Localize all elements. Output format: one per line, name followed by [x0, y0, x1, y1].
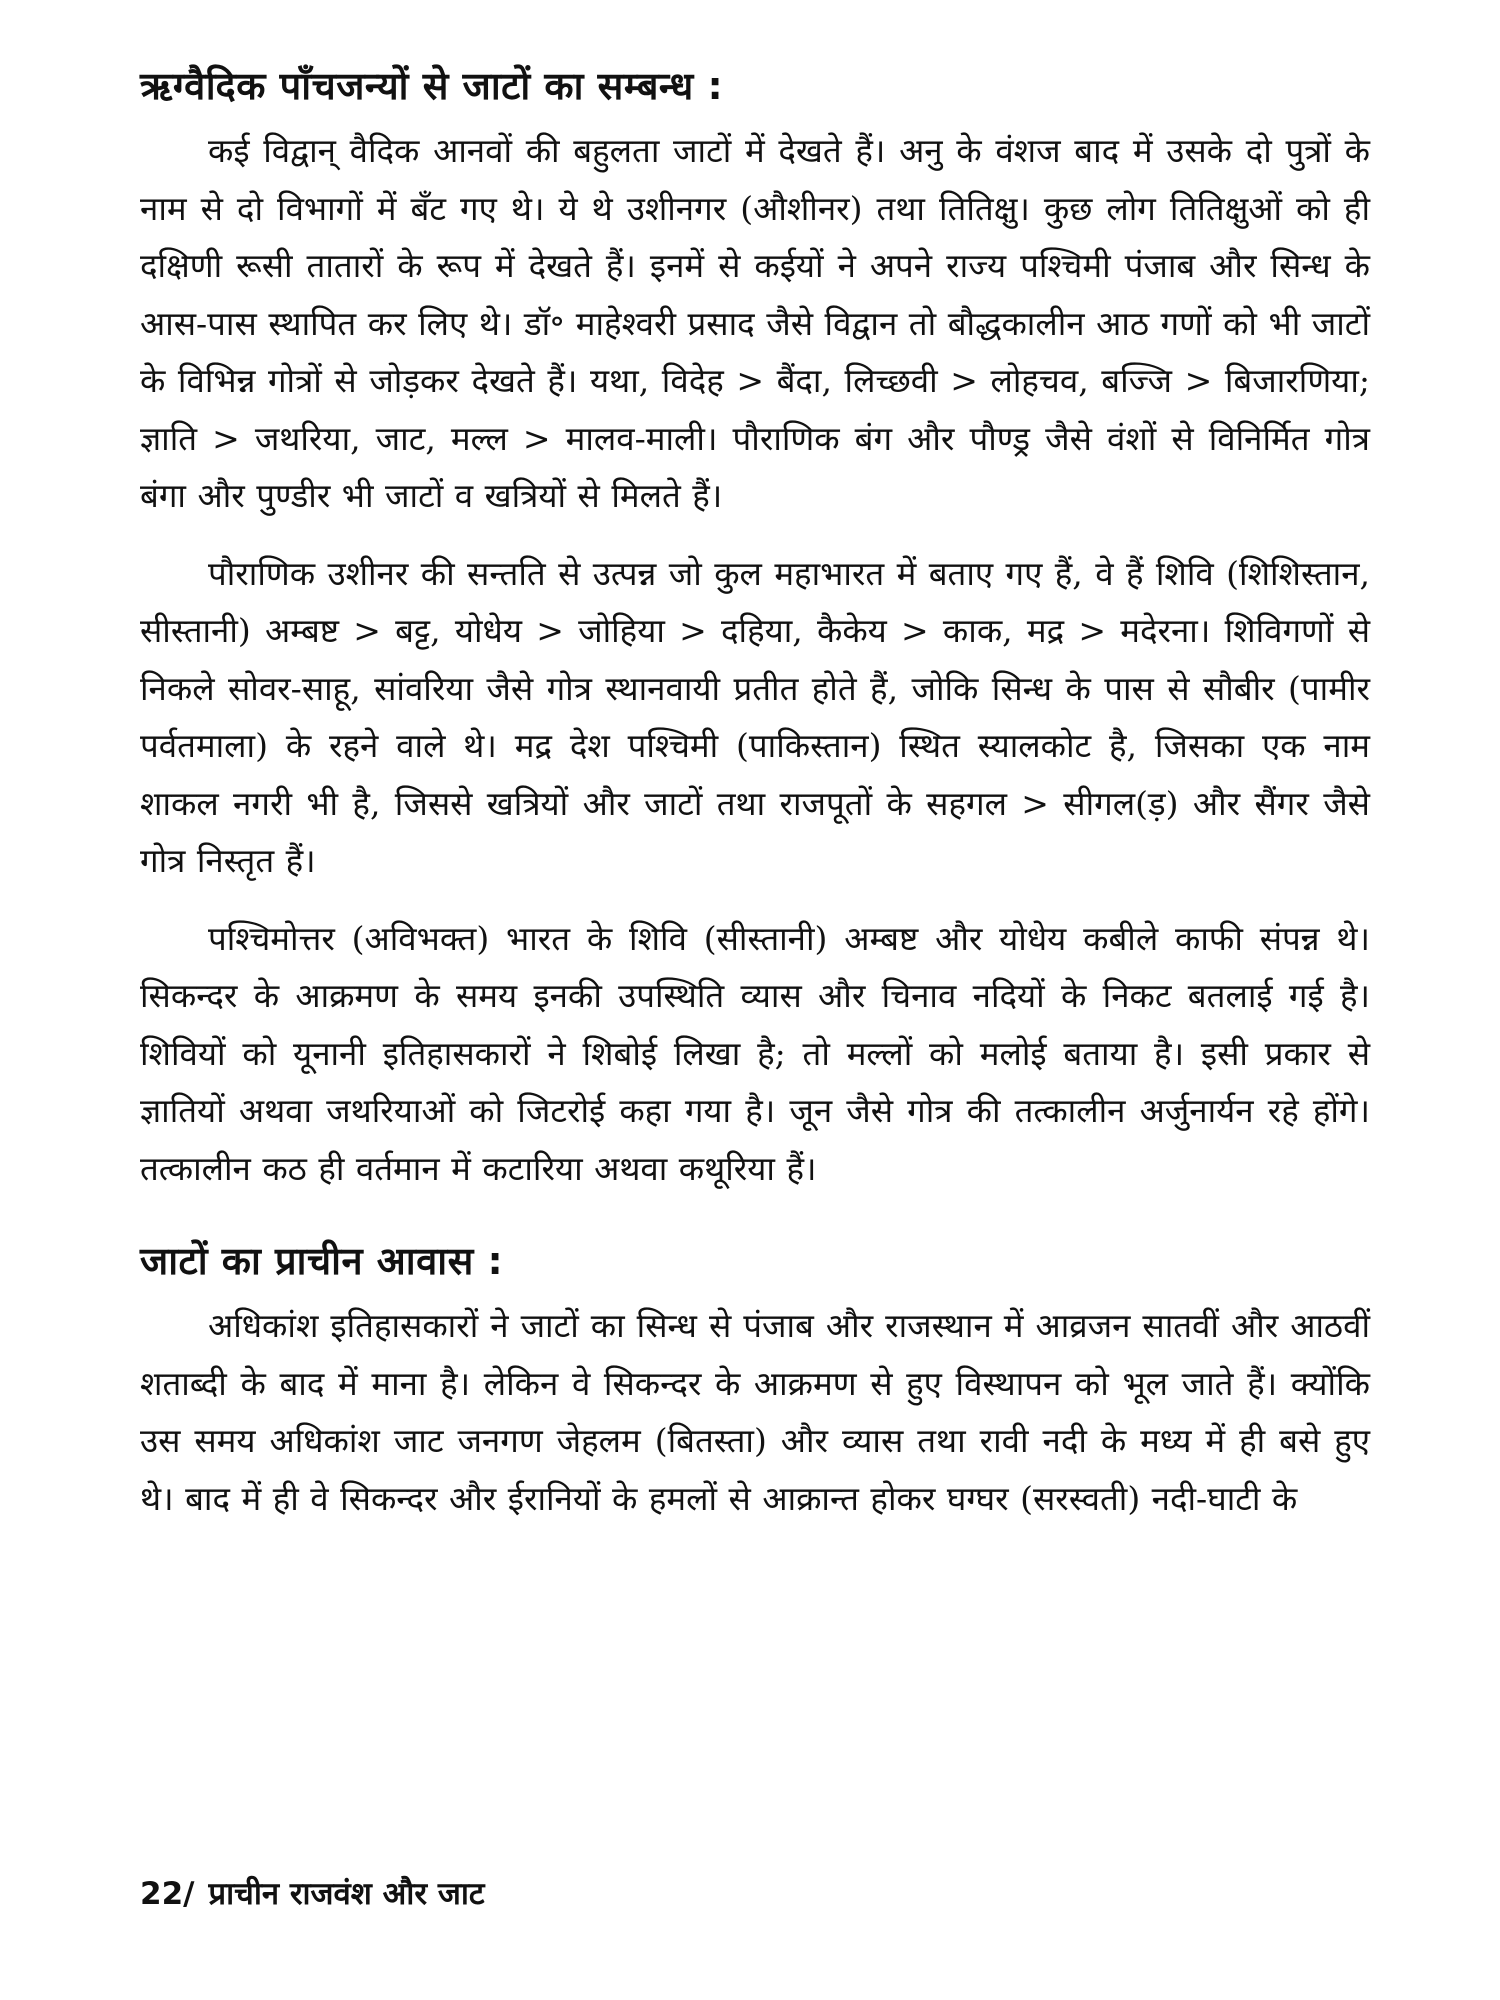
section-1: [140, 60, 1370, 1197]
paragraph: पौराणिक उशीनर की सन्तति से उत्पन्न जो कुल महाभारत में बताए गए हैं, वे हैं शिवि (शिशिस्तान, सीस्तानी) अम्बष्ट > बट्ट, योधेय > जोहिया > दहिया, कैकेय > काक, मद्र > मदेरना। शिविगणों से निकले सोवर-साहू, सांवरिया जैसे गोत्र स्थानवायी प्रतीत होते हैं, जोकि सिन्ध के पास से सौबीर (पामीर पर्वतमाला) के रहने वाले थे। मद्र देश पश्चिमी (पाकिस्तान) स्थित स्यालकोट है, जिसका एक नाम शाकल नगरी भी है, जिससे खत्रियों और जाटों तथा राजपूतों के सहगल > सीगल(ड़) और सैंगर जैसे गोत्र निस्तृत हैं।: [140, 553, 1370, 880]
book-title: प्राचीन राजवंश और जाट: [208, 1876, 485, 1912]
section-heading: ऋग्वैदिक पाँचजन्यों से जाटों का सम्बन्ध :: [140, 64, 724, 108]
section-2: [140, 1235, 1370, 1527]
paragraph: कई विद्वान् वैदिक आनवों की बहुलता जाटों में देखते हैं। अनु के वंशज बाद में उसके दो पुत्रों के नाम से दो विभागों में बँट गए थे। ये थे उशीनगर (औशीनर) तथा तितिक्षु। कुछ लोग तितिक्षुओं को ही दक्षिणी रूसी तातारों के रूप में देखते हैं। इनमें से कईयों ने अपने राज्य पश्चिमी पंजाब और सिन्ध के आस-पास स्थापित कर लिए थे। डॉ॰ माहेश्वरी प्रसाद जैसे विद्वान तो बौद्धकालीन आठ गणों को भी जाटों के विभिन्न गोत्रों से जोड़कर देखते हैं। यथा, विदेह > बैंदा, लिच्छवी > लोहचव, बज्जि > बिजारणिया; ज्ञाति > जथरिया, जाट, मल्ल > मालव-माली। पौराणिक बंग और पौण्ड्र जैसे वंशों से विनिर्मित गोत्र बंगा और पुण्डीर भी जाटों व खत्रियों से मिलते हैं।: [140, 131, 1370, 515]
paragraph: पश्चिमोत्तर (अविभक्त) भारत के शिवि (सीस्तानी) अम्बष्ट और योधेय कबीले काफी संपन्न थे। सिकन्दर के आक्रमण के समय इनकी उपस्थिति व्यास और चिनाव नदियों के निकट बतलाई गई है। शिवियों को यूनानी इतिहासकारों ने शिबोई लिखा है; तो मल्लों को मलोई बताया है। इसी प्रकार से ज्ञातियों अथवा जथरियाओं को जिटरोई कहा गया है। जून जैसे गोत्र की तत्कालीन अर्जुनार्यन रहे होंगे। तत्कालीन कठ ही वर्तमान में कटारिया अथवा कथूरिया हैं।: [140, 918, 1370, 1188]
section-heading: जाटों का प्राचीन आवास :: [140, 1239, 504, 1283]
document-page: [140, 60, 1370, 1960]
page-footer: [140, 1874, 485, 1914]
paragraph: अधिकांश इतिहासकारों ने जाटों का सिन्ध से पंजाब और राजस्थान में आव्रजन सातवीं और आठवीं शताब्दी के बाद में माना है। लेकिन वे सिकन्दर के आक्रमण से हुए विस्थापन को भूल जाते हैं। क्योंकि उस समय अधिकांश जाट जनगण जेहलम (बितस्ता) और व्यास तथा रावी नदी के मध्य में ही बसे हुए थे। बाद में ही वे सिकन्दर और ईरानियों के हमलों से आक्रान्त होकर घग्घर (सरस्वती) नदी-घाटी के: [140, 1306, 1370, 1518]
page-number: 22/: [140, 1876, 195, 1912]
